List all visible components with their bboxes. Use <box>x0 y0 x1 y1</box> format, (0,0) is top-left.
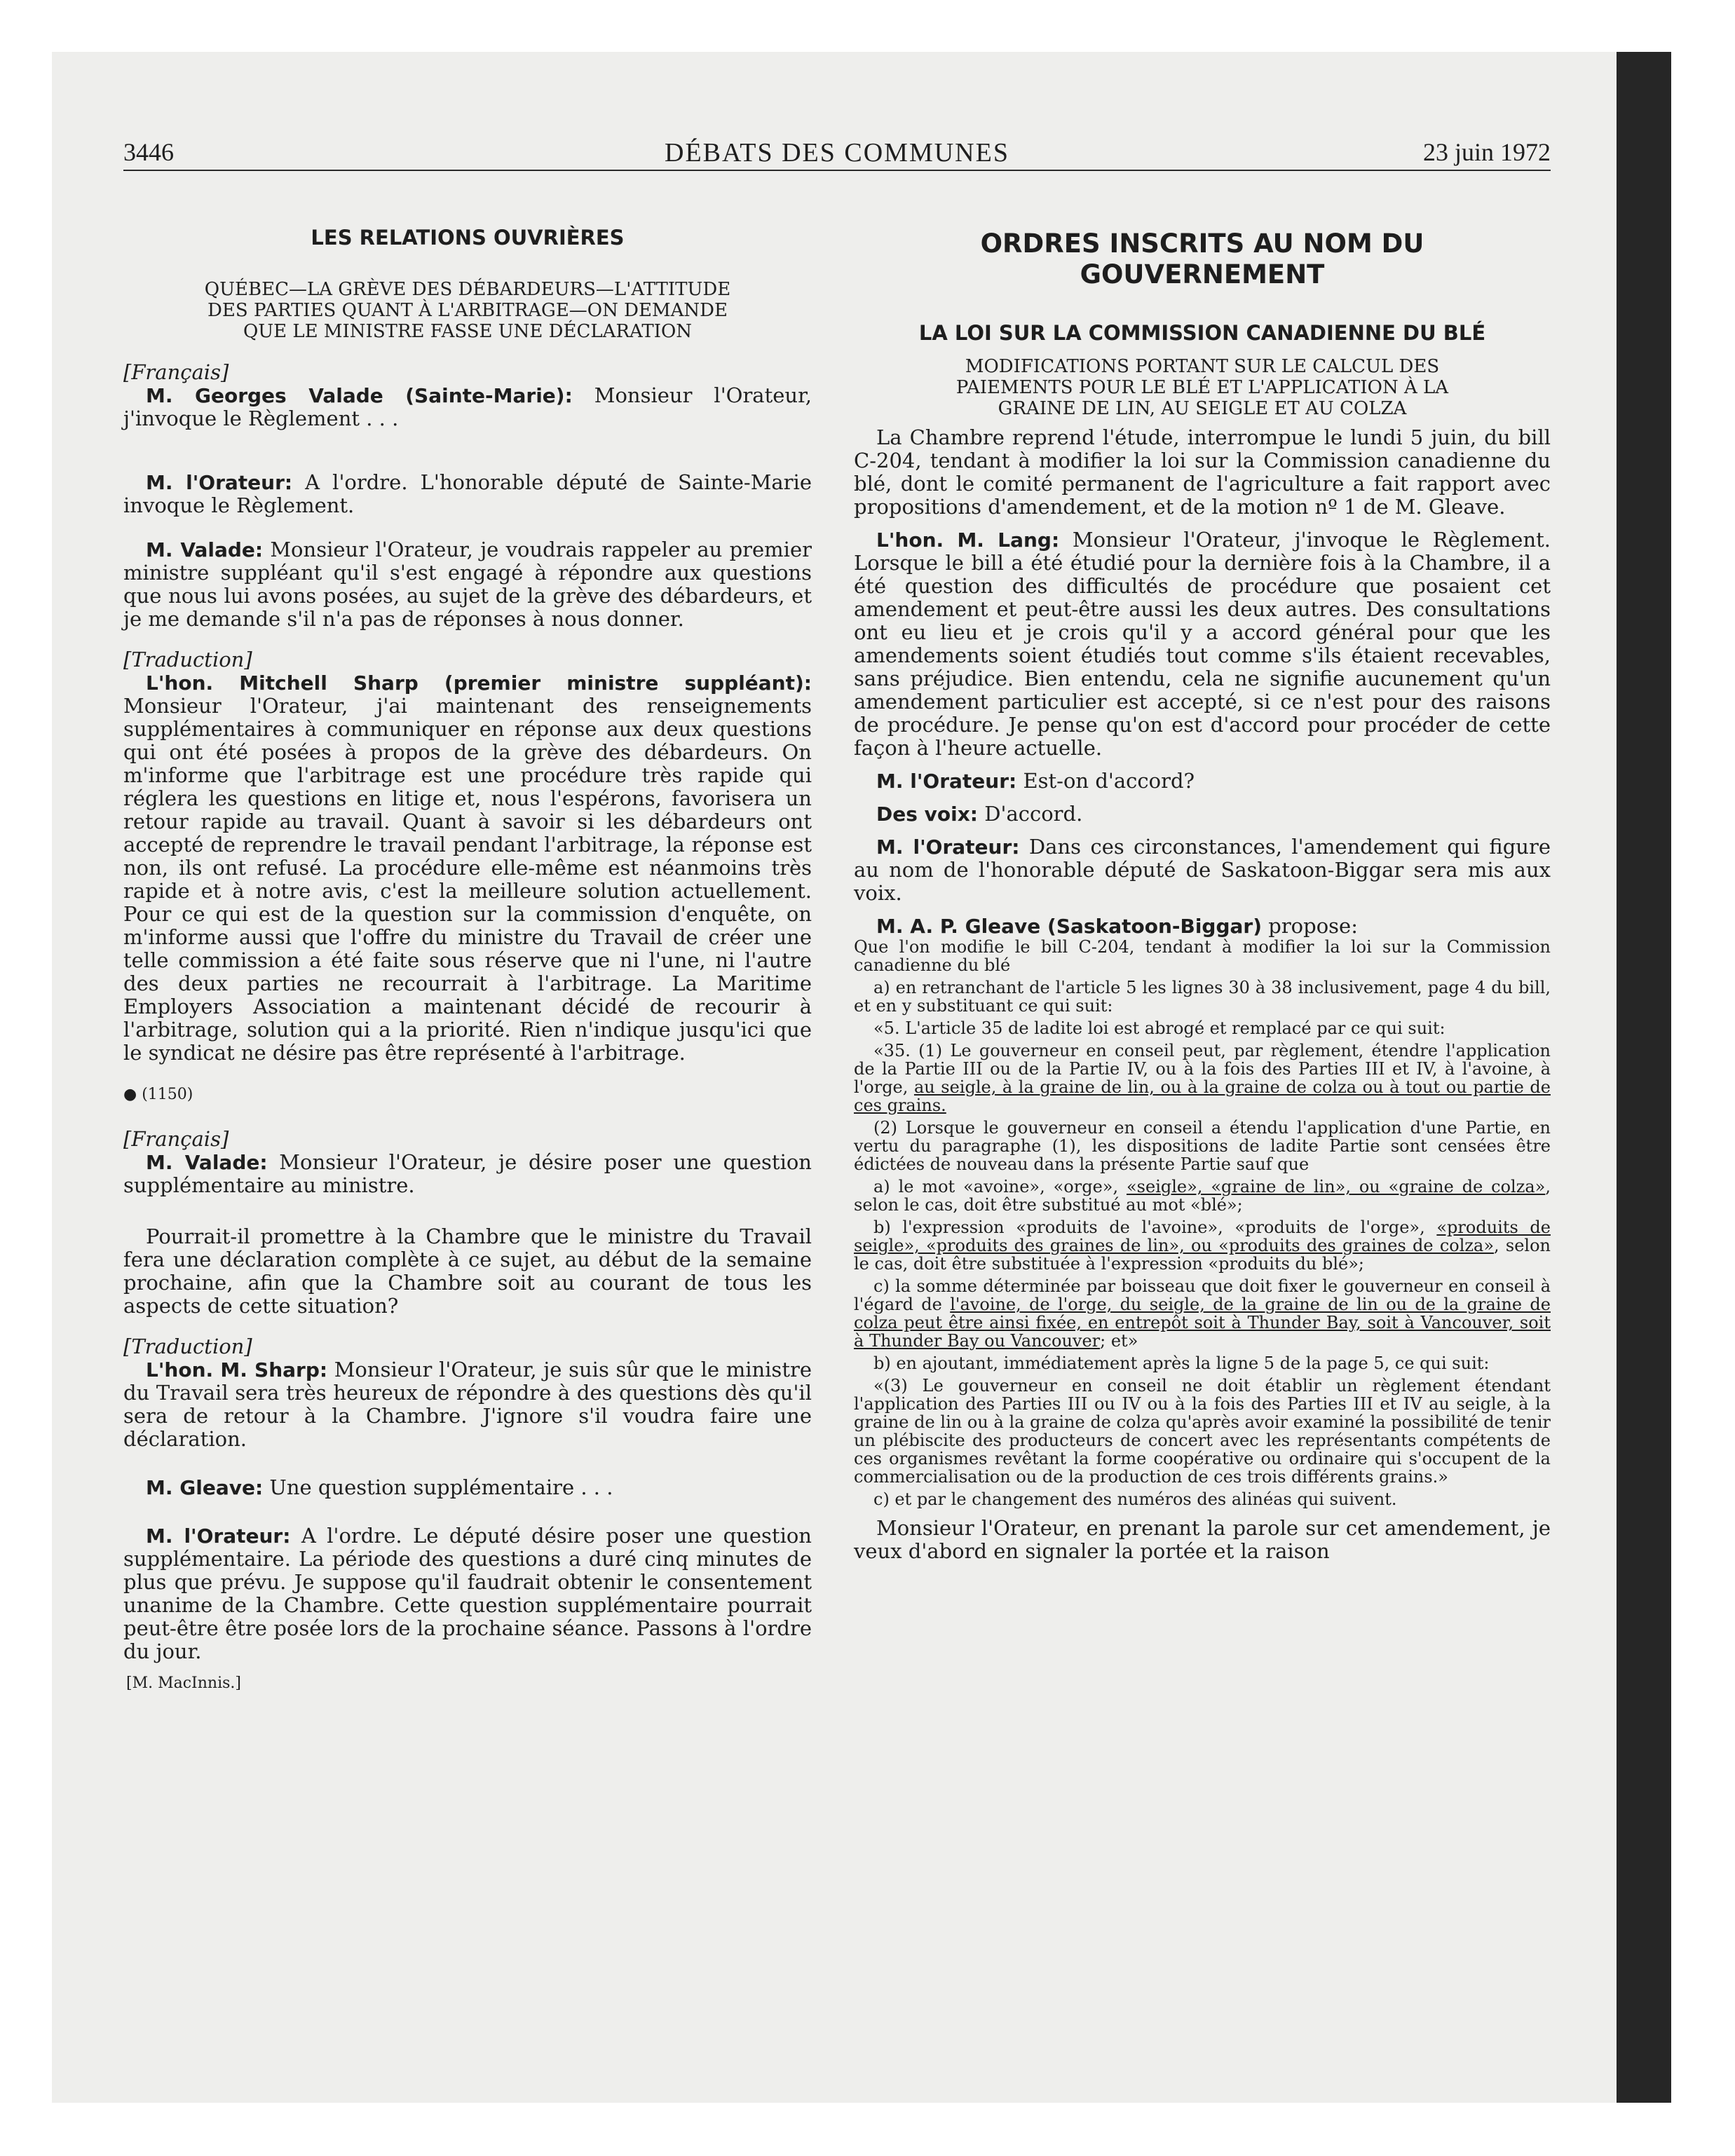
speaker-footnote: [M. MacInnis.] <box>126 1674 241 1692</box>
paragraph <box>854 803 1551 826</box>
orders-heading: ORDRES INSCRITS AU NOM DU <box>980 228 1424 259</box>
paragraph <box>123 671 812 1065</box>
motion-text: a) en retranchant de l'article 5 les lignes 30 à 38 inclusivement, page 4 du bill, et en y substituant ce qui suit: <box>854 978 1551 1016</box>
speaker-name: M. Gleave: <box>146 1476 264 1499</box>
speech-text: Monsieur l'Orateur, j'invoque le Règlement . . . <box>123 383 812 430</box>
subheading-line: DES PARTIES QUANT À L'ARBITRAGE—ON DEMANDE <box>207 300 728 321</box>
motion-text <box>854 1178 1551 1214</box>
underlined-amendment: l'avoine, de l'orge, du seigle, de la graine de lin ou de la graine de colza peut être ainsi fixée, en entrepôt soit à Thunder Bay, soit à Vancouver, soit à Thunder Bay ou Vancouver <box>854 1295 1551 1351</box>
paragraph <box>123 384 812 430</box>
paragraph <box>123 1151 812 1197</box>
speech-text: propose: <box>1262 914 1358 938</box>
speech-text: Monsieur l'Orateur, je suis sûr que le ministre du Travail sera très heureux de répondre à des questions dès qu'il sera de retour à la Chambre. J'ignore s'il voudra faire une déclaration. <box>123 1358 812 1451</box>
paragraph: La Chambre reprend l'étude, interrompue le lundi 5 juin, du bill C-204, tendant à modifier la loi sur la Commission canadienne du blé, dont le comité permanent de l'agriculture a fait rapport avec propositions d'amendement, et de la motion nº 1 de M. Gleave. <box>854 425 1551 519</box>
subheading-line: GRAINE DE LIN, AU SEIGLE ET AU COLZA <box>998 398 1407 419</box>
underlined-amendment: «seigle», «graine de lin», ou «graine de colza» <box>1127 1177 1546 1196</box>
paragraph <box>123 471 812 517</box>
left-column <box>123 226 812 1692</box>
speaker-name: M. l'Orateur: <box>146 471 293 494</box>
page-header <box>123 137 1551 171</box>
paragraph <box>123 1524 812 1663</box>
motion-text: «5. L'article 35 de ladite loi est abrogé et remplacé par ce qui suit: <box>873 1018 1445 1038</box>
speaker-name: M. l'Orateur: <box>876 770 1017 793</box>
underlined-amendment: «produits de seigle», «produits des graines de lin», ou «produits des graines de colza» <box>854 1217 1551 1255</box>
paragraph <box>854 915 1551 938</box>
speaker-name: M. Valade: <box>146 538 264 561</box>
page-number: 3446 <box>123 138 174 166</box>
paragraph <box>123 1358 812 1451</box>
motion-fragment: a) le mot «avoine», «orge», <box>873 1177 1127 1196</box>
speaker-name: M. l'Orateur: <box>146 1524 291 1548</box>
language-tag: [Français] <box>123 1127 229 1151</box>
paragraph: Pourrait-il promettre à la Chambre que le ministre du Travail fera une déclaration complète à ce sujet, au début de la semaine prochaine, afin que la Chambre soit au courant de tous les aspects de cette situation? <box>123 1224 812 1318</box>
underlined-amendment: au seigle, à la graine de lin, ou à la graine de colza ou à tout ou partie de ces grains. <box>854 1077 1551 1115</box>
motion-fragment: ; et» <box>1100 1331 1138 1351</box>
motion-text <box>854 1277 1551 1350</box>
orders-heading: GOUVERNEMENT <box>1080 259 1325 289</box>
right-column <box>854 226 1551 1563</box>
paragraph <box>123 538 812 631</box>
subheading-line: MODIFICATIONS PORTANT SUR LE CALCUL DES <box>965 356 1440 377</box>
paragraph <box>854 835 1551 905</box>
paragraph <box>854 528 1551 760</box>
motion-text: (2) Lorsque le gouverneur en conseil a étendu l'application d'une Partie, en vertu du paragraphe (1), les dispositions de ladite Partie sont censées être édictées de nouveau dans la présente Partie sauf que <box>854 1118 1551 1174</box>
motion-fragment: b) l'expression «produits de l'avoine», «produits de l'orge», <box>873 1217 1437 1237</box>
journal-title: DÉBATS DES COMMUNES <box>665 138 1009 168</box>
section-heading: LES RELATIONS OUVRIÈRES <box>311 226 625 250</box>
motion-fragment: , selon le cas, doit être substituée à l'expression «produits du blé»; <box>854 1236 1551 1274</box>
speaker-name: M. Valade: <box>146 1151 268 1174</box>
time-marker: ● (1150) <box>123 1086 193 1103</box>
speaker-name: L'hon. M. Sharp: <box>146 1358 328 1381</box>
speech-text: Monsieur l'Orateur, j'invoque le Règlement. Lorsque le bill a été étudié pour la dernière fois à la Chambre, il a été question des difficultés de procédure que posaient cet amendement et peut-être aussi les deux autres. Des consultations ont eu lieu et je crois qu'il y a accord général pour que les amendements soient étudiés tout comme s'ils étaient recevables, sans préjudice. Bien entendu, cela ne signifie aucunement qu'un amendement particulier est accepté, si ce n'est pour des raisons de procédure. Je pense qu'on est d'accord pour procéder de cette façon à l'heure actuelle. <box>854 528 1551 760</box>
speech-text: Monsieur l'Orateur, je voudrais rappeler au premier ministre suppléant qu'il s'est engagé à répondre aux questions que nous lui avons posées, au sujet de la grève des débardeurs, et je me demande s'il n'a pas de réponses à nous donner. <box>123 538 812 631</box>
language-tag: [Traduction] <box>123 648 252 671</box>
speaker-name: L'hon. Mitchell Sharp (premier ministre suppléant): <box>146 671 812 695</box>
paragraph <box>854 770 1551 793</box>
motion-text: Que l'on modifie le bill C-204, tendant à modifier la loi sur la Commission canadienne du blé <box>854 937 1551 975</box>
motion-fragment: c) la somme déterminée par boisseau que doit fixer le gouverneur en conseil à l'égard de <box>854 1276 1551 1314</box>
subheading-line: PAIEMENTS POUR LE BLÉ ET L'APPLICATION À LA <box>955 377 1449 398</box>
bill-heading: LA LOI SUR LA COMMISSION CANADIENNE DU BLÉ <box>918 321 1486 345</box>
speech-text: A l'ordre. Le député désire poser une question supplémentaire. La période des questions a duré cinq minutes de plus que prévu. Je suppose qu'il faudrait obtenir le consentement unanime de la Chambre. Cette question supplémentaire pourrait peut-être être posée lors de la prochaine séance. Passons à l'ordre du jour. <box>123 1524 812 1663</box>
motion-text: c) et par le changement des numéros des alinéas qui suivent. <box>873 1489 1397 1509</box>
speech-text: Monsieur l'Orateur, j'ai maintenant des renseignements supplémentaires à communiquer en réponse aux deux questions qui ont été posées à propos de la grève des débardeurs. On m'informe que l'arbitrage est une procédure très rapide qui réglera les questions en litige et, nous l'espérons, favorisera un retour rapide au travail. Quant à savoir si les débardeurs ont accepté de reprendre le travail pendant l'arbitrage, la réponse est non, ils ont refusé. La procédure elle-même est néanmoins très rapide et à notre avis, c'est la meilleure solution actuellement. Pour ce qui est de la question sur la commission d'enquête, on m'informe aussi que l'offre du ministre du Travail de créer une telle commission a été faite sous réserve que ni l'une, ni l'autre des deux parties ne recourrait à l'arbitrage. La Maritime Employers Association a maintenant décidé de recourir à l'arbitrage, solution qui a la priorité. Rien n'indique jusqu'ici que le syndicat ne désire pas être représenté à l'arbitrage. <box>123 694 812 1065</box>
issue-date: 23 juin 1972 <box>1422 138 1551 166</box>
speaker-name: M. Georges Valade (Sainte-Marie): <box>146 384 573 407</box>
speech-text: Est-on d'accord? <box>1016 769 1195 793</box>
language-tag: [Français] <box>123 360 229 384</box>
speech-text: A l'ordre. L'honorable député de Sainte-Marie invoque le Règlement. <box>123 470 812 517</box>
speaker-name: M. l'Orateur: <box>876 835 1020 859</box>
motion-text <box>854 1218 1551 1273</box>
paragraph: Monsieur l'Orateur, en prenant la parole sur cet amendement, je veux d'abord en signaler la portée et la raison <box>854 1516 1551 1563</box>
speech-text: Une question supplémentaire . . . <box>263 1475 613 1499</box>
motion-fragment: «35. (1) Le gouverneur en conseil peut, par règlement, étendre l'application de la Partie III ou de la Partie IV, ou à la fois des Parties III et IV, à l'avoine, à l'orge, <box>854 1041 1551 1097</box>
motion-text <box>854 1042 1551 1114</box>
motion-text: «(3) Le gouverneur en conseil ne doit établir un règlement étendant l'application des Parties III ou IV ou à la fois des Parties III et IV au seigle, à la graine de lin ou à la graine de colza qu'après avoir examiné la possibilité de tenir un plébiscite des producteurs de concert avec les représentants compétents de ces organismes revêtant la forme coopérative ou ordinaire qui s'occupent de la commercialisation ou de la production de ces trois différents grains.» <box>854 1376 1551 1487</box>
motion-fragment: , selon le cas, doit être substitué au mot «blé»; <box>854 1177 1551 1215</box>
motion-text: b) en ajoutant, immédiatement après la ligne 5 de la page 5, ce qui suit: <box>873 1353 1490 1373</box>
speaker-name: L'hon. M. Lang: <box>876 528 1060 552</box>
subheading-line: QUE LE MINISTRE FASSE UNE DÉCLARATION <box>243 321 693 342</box>
speech-text: D'accord. <box>978 802 1083 826</box>
speaker-name: Des voix: <box>876 803 978 826</box>
speaker-name: M. A. P. Gleave (Saskatoon-Biggar) <box>876 915 1263 938</box>
speech-text: Monsieur l'Orateur, je désire poser une question supplémentaire au ministre. <box>123 1150 812 1197</box>
language-tag: [Traduction] <box>123 1335 252 1358</box>
paragraph <box>123 1476 812 1499</box>
speech-text: Dans ces circonstances, l'amendement qui figure au nom de l'honorable député de Saskatoon-Biggar sera mis aux voix. <box>854 835 1551 905</box>
scan-dark-edge <box>1617 52 1671 2103</box>
subheading-line: QUÉBEC—LA GRÈVE DES DÉBARDEURS—L'ATTITUDE <box>204 279 731 300</box>
